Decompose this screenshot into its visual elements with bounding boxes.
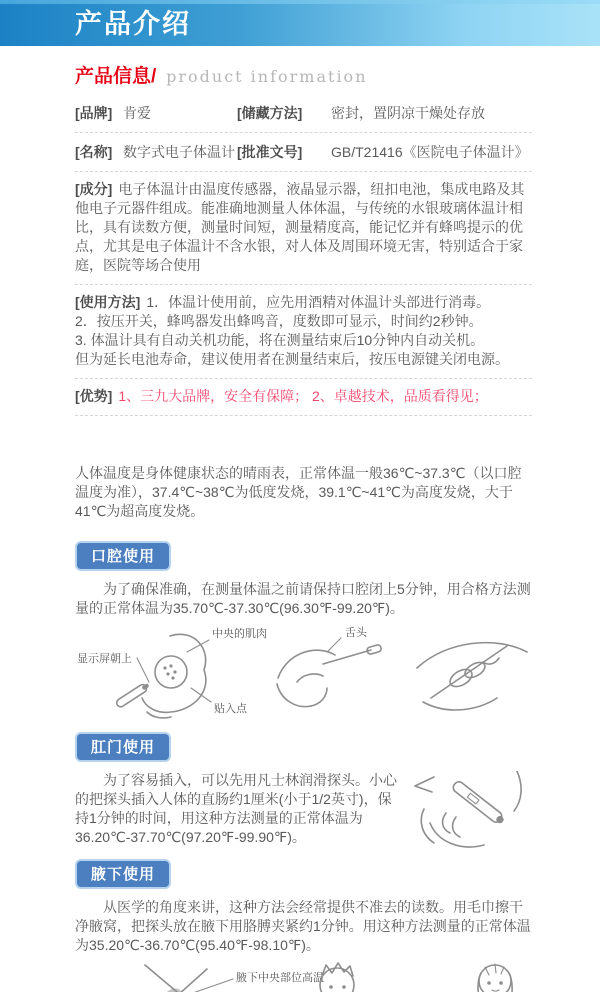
composition-label: [成分]	[75, 181, 113, 197]
rectal-use-illustration	[410, 771, 532, 851]
storage-label: [储藏方法]	[237, 105, 303, 121]
armpit-use-header-button: 腋下使用	[75, 859, 171, 889]
usage-line-4: 但为延长电池寿命，建议使用者在测量结束后，按压电源键关闭电源。	[75, 351, 509, 367]
armpit-use-text: 从医学的角度来讲，这种方法会经常提供不准去的读数。用毛巾擦干净腋窝，把探头放在腋下用胳膊夹紧约1分钟。用这种方法测量的正常体温为35.20℃-36.70℃(95.40℉-98.10℉)。	[75, 899, 531, 953]
oral-label-insertion-point: 贴入点	[214, 703, 247, 715]
oral-use-section	[75, 541, 532, 720]
oral-use-header-button: 口腔使用	[75, 541, 171, 571]
approval-value: GB/T21416《医院电子体温计》	[331, 144, 529, 160]
info-row-brand	[75, 94, 532, 133]
oral-label-central-muscle: 中央的肌肉	[212, 628, 267, 640]
advantage-paragraph	[75, 379, 532, 416]
brand-value: 肯爱	[123, 105, 151, 121]
armpit-use-section	[75, 859, 532, 992]
usage-line-1: 1．体温计使用前，应先用酒精对体温计头部进行消毒。	[146, 294, 491, 310]
name-label: [名称]	[75, 144, 113, 160]
approval-label: [批准文号]	[237, 144, 303, 160]
page-title: 产品介绍	[0, 4, 600, 46]
oral-use-illustration	[75, 622, 530, 720]
content	[0, 61, 600, 992]
rectal-use-header-button: 肛门使用	[75, 732, 171, 762]
armpit-use-illustration	[75, 959, 530, 992]
advantage-text: 1、三九大品牌，安全有保障； 2、卓越技术，品质看得见；	[118, 388, 488, 404]
rectal-use-body	[75, 771, 532, 851]
section-title-cn: 产品信息/	[75, 66, 157, 87]
oral-label-display-up: 显示屏朝上	[77, 653, 132, 665]
usage-paragraph	[75, 285, 532, 379]
banner	[0, 0, 600, 46]
section-header	[75, 61, 532, 88]
advantage-label: [优势]	[75, 388, 113, 404]
composition-text: 电子体温计由温度传感器，液晶显示器，纽扣电池，集成电路及其他电子元器件组成。能准确地测量人体体温，与传统的水银玻璃体温计相比，具有读数方便，测量时间短，测量精度高，能记忆并有蜂鸣提示的优点，尤其是电子体温计不含水银，对人体及周围环境无害，特别适合于家庭，医院等场合使用	[75, 181, 525, 273]
brand-label: [品牌]	[75, 105, 113, 121]
oral-label-tongue: 舌头	[345, 627, 367, 639]
oral-use-text: 为了确保准确，在测量体温之前请保持口腔闭上5分钟，用合格方法测量的正常体温为35.70℃-37.30℃(96.30℉-99.20℉)。	[75, 581, 531, 616]
info-row-name	[75, 133, 532, 172]
intro-paragraph: 人体温度是身体健康状态的晴雨表，正常体温一般36℃~37.3℃（以口腔温度为准），37.4℃~38℃为低度发烧，39.1℃~41℃为高度发烧，大于41℃为超高度发烧。	[75, 465, 522, 519]
section-title-en: product information	[166, 67, 368, 86]
name-value: 数字式电子体温计	[123, 144, 235, 160]
storage-value: 密封，置阴凉干燥处存放	[331, 105, 485, 121]
composition-paragraph	[75, 172, 532, 285]
usage-line-2: 2．按压开关，蜂鸣器发出蜂鸣音，度数即可显示，时间约2秒钟。	[75, 313, 483, 329]
rectal-use-text: 为了容易插入，可以先用凡士林润滑探头。小心的把探头插入人体的直肠约1厘米(小于1/2英寸)，保持1分钟的时间，用这种方法测量的正常体温为36.20℃-37.70℃(97.20℉-99.90℉)。	[75, 772, 397, 845]
rectal-use-section	[75, 732, 532, 851]
usage-line-3: 3. 体温计具有自动关机功能，将在测量结束后10分钟内自动关机。	[75, 332, 485, 348]
armpit-label-center-hot: 腋下中央部位高温	[236, 972, 324, 984]
usage-label: [使用方法]	[75, 294, 141, 310]
